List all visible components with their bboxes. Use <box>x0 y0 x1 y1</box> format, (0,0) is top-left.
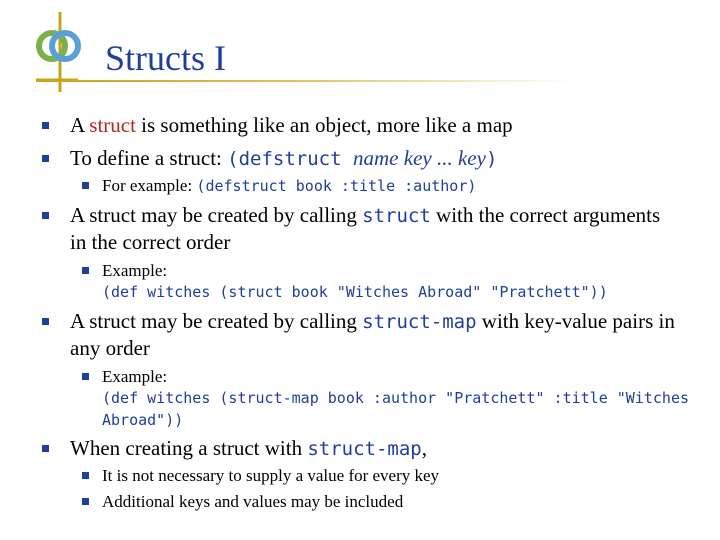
code-struct-map: struct-map <box>307 438 422 460</box>
sub-bullet-text <box>102 260 690 303</box>
square-bullet-icon <box>82 373 89 380</box>
bullet-text <box>70 145 680 172</box>
slide-title: Structs I <box>105 38 226 78</box>
text-prefix: To define a struct: <box>70 146 228 170</box>
bullet-text <box>70 435 680 462</box>
text-suffix: with the correct arguments in the correct order <box>70 203 661 254</box>
sub-bullet-text: Additional keys and values may be included <box>102 492 404 511</box>
text-prefix: For example: <box>102 176 197 195</box>
text-prefix: When creating a struct with <box>70 436 308 460</box>
sub-bullet-text: It is not necessary to supply a value for every key <box>102 466 440 485</box>
bullet-struct-definition <box>40 112 680 138</box>
bullet-define-struct <box>40 145 680 172</box>
code-defstruct: (defstruct <box>227 148 353 170</box>
text-label: Example: <box>102 367 168 386</box>
square-bullet-icon <box>42 155 49 162</box>
code-example: (def witches (struct-map book :author "Pratchett" :title "Witches Abroad")) <box>102 389 689 429</box>
code-struct: struct <box>362 205 431 227</box>
meta-name: name <box>353 146 399 170</box>
meta-ellipsis: ... <box>431 146 458 170</box>
sub-bullet-struct-map-example <box>80 366 690 431</box>
square-bullet-icon <box>82 182 89 189</box>
sub-bullet-defstruct-example <box>80 175 690 197</box>
text-suffix: is something like an object, more like a map <box>135 113 513 137</box>
square-bullet-icon <box>42 122 49 129</box>
meta-key: key <box>457 146 486 170</box>
square-bullet-icon <box>82 498 89 505</box>
code-close-paren: ) <box>485 148 498 170</box>
sub-bullet-text <box>102 175 690 197</box>
text-label: Example: <box>102 261 168 280</box>
sub-bullet-additional-keys <box>80 491 690 512</box>
code-example: (def witches (struct book "Witches Abroad" "Pratchett")) <box>102 283 608 301</box>
code-example: (defstruct book :title :author) <box>196 177 477 195</box>
square-bullet-icon <box>82 267 89 274</box>
meta-key: key <box>403 146 432 170</box>
bullet-struct-map <box>40 308 680 361</box>
bullet-text <box>70 202 680 255</box>
square-bullet-icon <box>82 472 89 479</box>
bullet-struct-ordered <box>40 202 680 255</box>
text-prefix: A struct may be created by calling <box>70 309 363 333</box>
bullet-text <box>70 112 680 138</box>
bullet-creating-with-struct-map <box>40 435 680 462</box>
sub-bullet-no-value-needed <box>80 465 690 486</box>
square-bullet-icon <box>42 212 49 219</box>
code-struct-map: struct-map <box>362 311 477 333</box>
text-prefix: A struct may be created by calling <box>70 203 363 227</box>
text-prefix: A <box>70 113 90 137</box>
square-bullet-icon <box>42 318 49 325</box>
text-suffix: with key-value pairs in any order <box>70 309 675 360</box>
keyword-struct: struct <box>89 113 136 137</box>
square-bullet-icon <box>42 445 49 452</box>
text-suffix: , <box>421 436 427 460</box>
sub-bullet-text <box>102 366 690 431</box>
bullet-text <box>70 308 680 361</box>
sub-bullet-struct-example <box>80 260 690 303</box>
